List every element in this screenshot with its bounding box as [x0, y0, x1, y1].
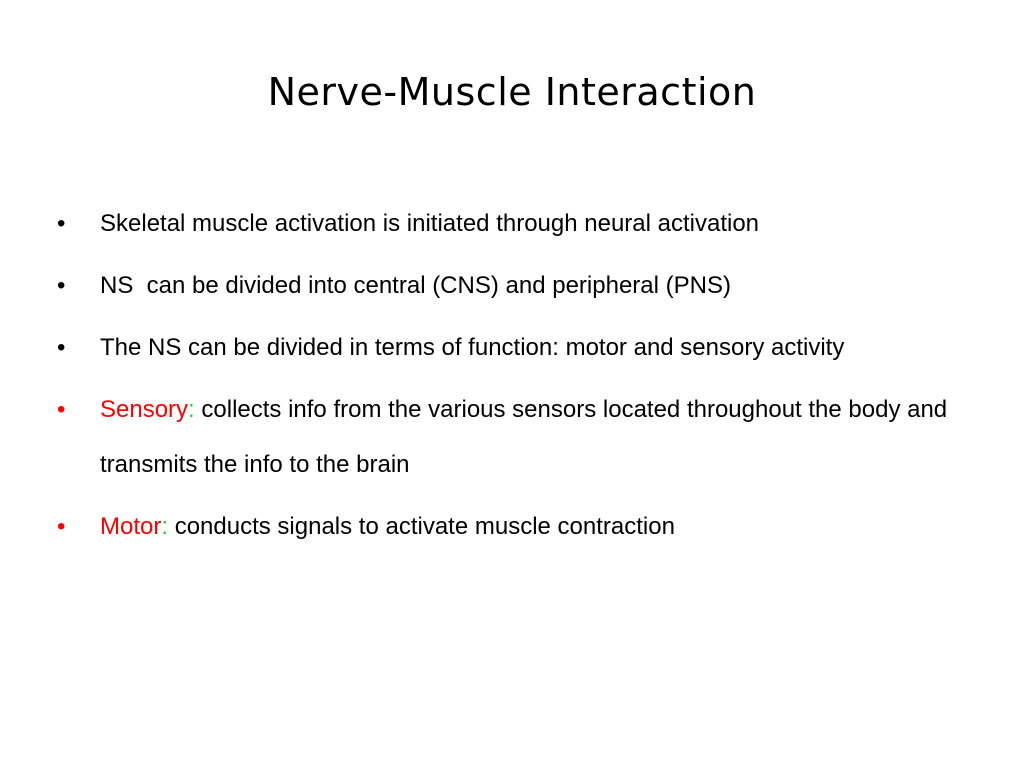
bullet-list [57, 196, 957, 561]
bullet-text: Skeletal muscle activation is initiated through neural activation [100, 210, 760, 237]
bullet-colon: : [161, 513, 169, 540]
slide-title: Nerve-Muscle Interaction [267, 70, 757, 114]
bullet-marker: • [57, 272, 66, 299]
bullet-text: NS can be divided into central (CNS) and peripheral (PNS) [100, 272, 731, 299]
bullet-marker: • [57, 334, 66, 361]
bullet-label-sensory: Sensory [100, 396, 189, 423]
bullet-item-sensory [57, 382, 957, 492]
bullet-item-motor [57, 499, 957, 554]
bullet-colon: : [188, 396, 195, 423]
bullet-item [57, 258, 957, 313]
bullet-item [57, 196, 957, 251]
bullet-marker: • [57, 396, 66, 423]
bullet-text: The NS can be divided in terms of function: motor and sensory activity [100, 334, 845, 361]
bullet-item [57, 320, 957, 375]
bullet-text: conducts signals to activate muscle contraction [168, 513, 675, 540]
bullet-marker: • [57, 210, 66, 237]
bullet-text: collects info from the various sensors located throughout the body and transmits the info to the brain [100, 396, 954, 478]
bullet-marker: • [57, 513, 66, 540]
bullet-label-motor: Motor [100, 513, 162, 540]
